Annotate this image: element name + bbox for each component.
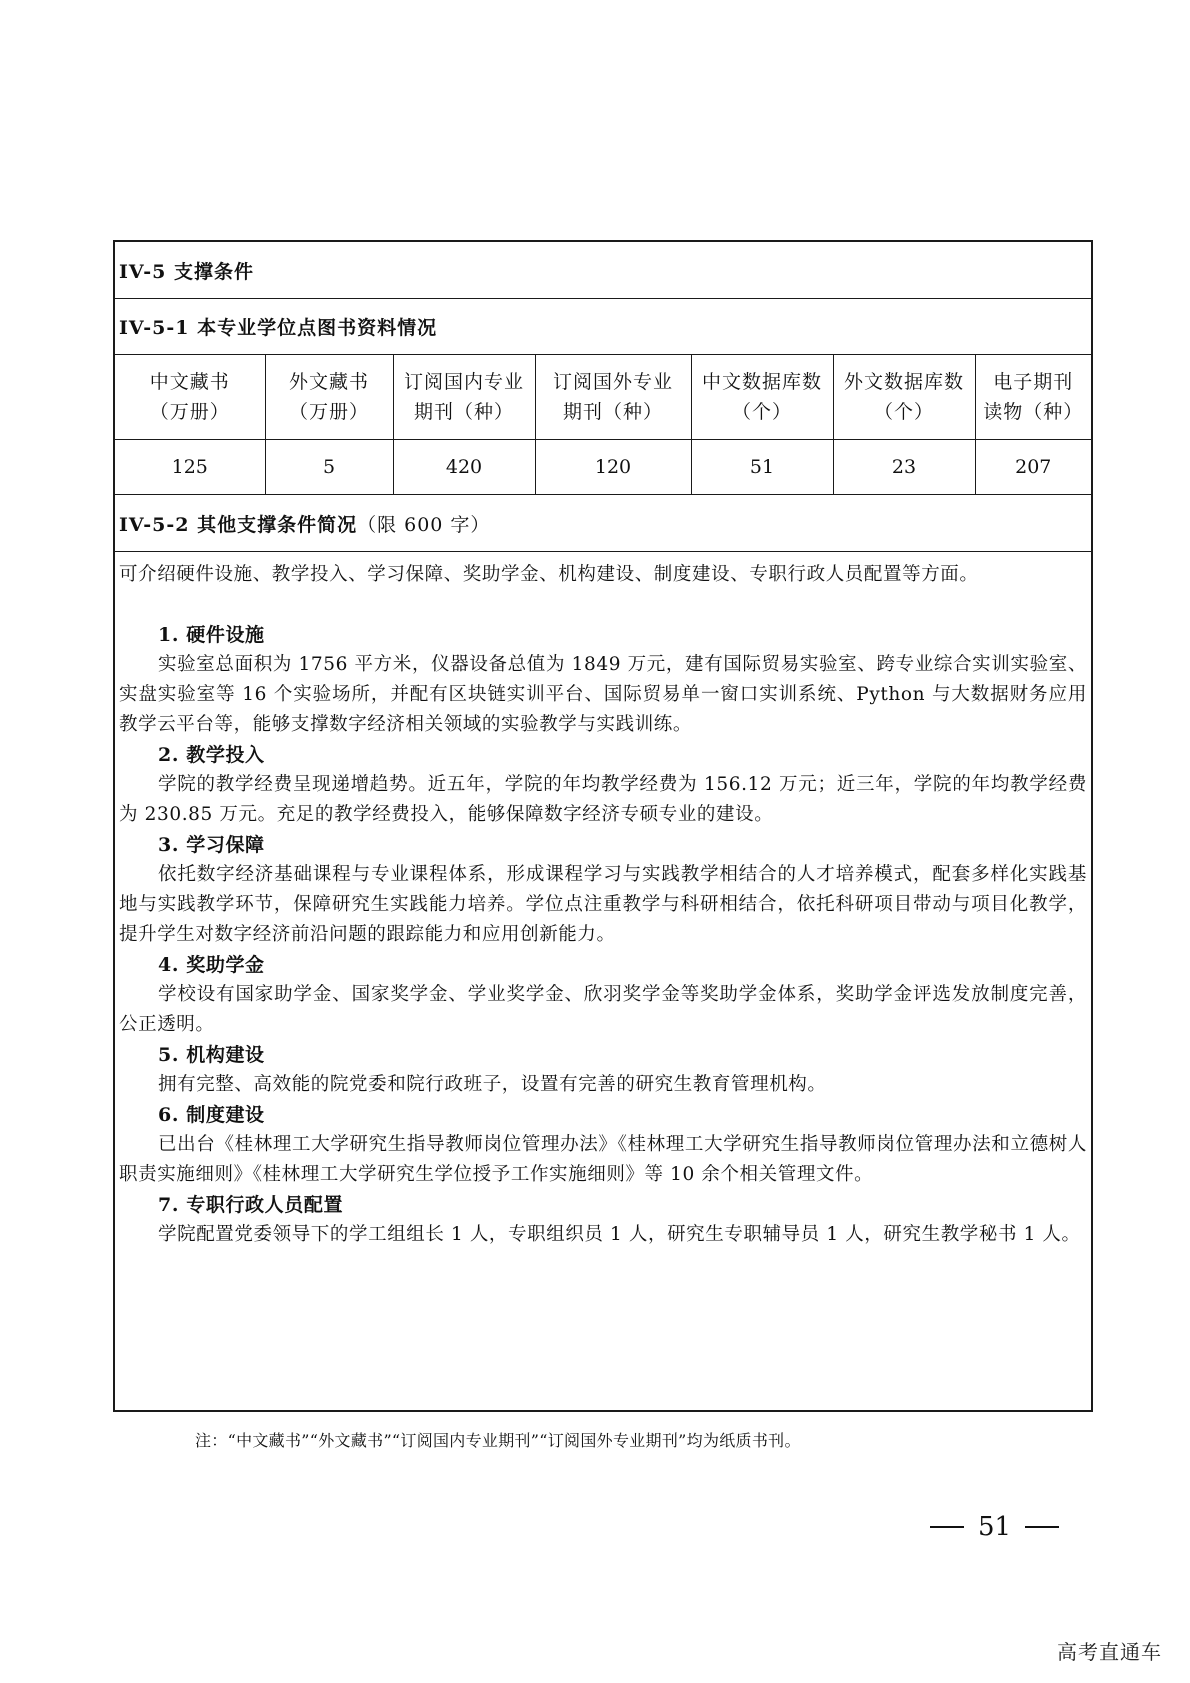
- value-cell: 420: [393, 440, 535, 495]
- dash-left: [930, 1526, 964, 1528]
- item-heading: 1. 硬件设施: [158, 624, 265, 646]
- header-cell: 外文藏书 （万册）: [265, 355, 393, 440]
- item-heading: 5. 机构建设: [158, 1044, 265, 1066]
- header-cell: 订阅国内专业 期刊（种）: [393, 355, 535, 440]
- page-number-text: 51: [978, 1512, 1012, 1542]
- page-number: [930, 1512, 1059, 1542]
- subsection-2-title-text: IV-5-2 其他支撑条件简况: [119, 513, 358, 536]
- item-text: 学院的教学经费呈现递增趋势。近五年，学院的年均教学经费为 156.12 万元；近三年，学院的年均教学经费为 230.85 万元。充足的教学经费投入，能够保障数字经济专硕专业的建设。: [119, 774, 1087, 825]
- value-cell: 120: [535, 440, 691, 495]
- watermark: 高考直通车: [1057, 1640, 1162, 1664]
- subsection-1-title: [115, 299, 1091, 355]
- item-text: 学校设有国家助学金、国家奖学金、学业奖学金、欣羽奖学金等奖助学金体系，奖助学金评选发放制度完善，公正透明。: [119, 984, 1087, 1035]
- value-cell: 51: [691, 440, 833, 495]
- item-text: 已出台《桂林理工大学研究生指导教师岗位管理办法》《桂林理工大学研究生指导教师岗位管理办法和立德树人职责实施细则》《桂林理工大学研究生学位授予工作实施细则》等 10 余个相关管理文件。: [119, 1134, 1087, 1185]
- footnote: 注：“中文藏书”“外文藏书”“订阅国内专业期刊”“订阅国外专业期刊”均为纸质书刊。: [195, 1431, 801, 1450]
- table-header-row: [115, 355, 1091, 440]
- header-cell: 外文数据库数 （个）: [833, 355, 975, 440]
- item-text: 拥有完整、高效能的院党委和院行政班子，设置有完善的研究生教育管理机构。: [158, 1074, 827, 1095]
- header-cell: 电子期刊 读物（种）: [975, 355, 1091, 440]
- item-text: 学院配置党委领导下的学工组组长 1 人，专职组织员 1 人，研究生专职辅导员 1 人，研究生教学秘书 1 人。: [158, 1224, 1081, 1245]
- header-cell: 订阅国外专业 期刊（种）: [535, 355, 691, 440]
- section-title-text: IV-5 支撑条件: [119, 260, 254, 283]
- intro-text: 可介绍硬件设施、教学投入、学习保障、奖助学金、机构建设、制度建设、专职行政人员配置等方面。: [119, 564, 979, 585]
- item-text: 依托数字经济基础课程与专业课程体系，形成课程学习与实践教学相结合的人才培养模式，配套多样化实践基地与实践教学环节，保障研究生实践能力培养。学位点注重教学与科研相结合，依托科研项目带动与项目化教学，提升学生对数字经济前沿问题的跟踪能力和应用创新能力。: [119, 864, 1087, 945]
- value-cell: 125: [115, 440, 265, 495]
- header-cell: 中文藏书 （万册）: [115, 355, 265, 440]
- table-value-row: [115, 440, 1091, 495]
- item-heading: 7. 专职行政人员配置: [158, 1194, 344, 1216]
- item-text: 实验室总面积为 1756 平方米，仪器设备总值为 1849 万元，建有国际贸易实验室、跨专业综合实训实验室、实盘实验室等 16 个实验场所，并配有区块链实训平台、国际贸易单一窗口实训系统、Python 与大数据财务应用教学云平台等，能够支撑数字经济相关领域的实验教学与实践训练。: [119, 654, 1087, 735]
- subsection-1-title-text: IV-5-1 本专业学位点图书资料情况: [119, 317, 438, 339]
- item-heading: 4. 奖助学金: [158, 954, 265, 976]
- header-cell: 中文数据库数 （个）: [691, 355, 833, 440]
- other-conditions-body: [115, 552, 1091, 1410]
- dash-right: [1025, 1526, 1059, 1528]
- subsection-2-title: [115, 495, 1091, 552]
- item-heading: 6. 制度建设: [158, 1104, 265, 1126]
- word-limit: （限 600 字）: [357, 513, 491, 536]
- item-heading: 2. 教学投入: [158, 744, 265, 766]
- value-cell: 207: [975, 440, 1091, 495]
- item-heading: 3. 学习保障: [158, 834, 265, 856]
- support-conditions-form: [113, 240, 1093, 1412]
- library-resources-table: [115, 355, 1091, 495]
- section-title: [115, 242, 1091, 299]
- value-cell: 5: [265, 440, 393, 495]
- value-cell: 23: [833, 440, 975, 495]
